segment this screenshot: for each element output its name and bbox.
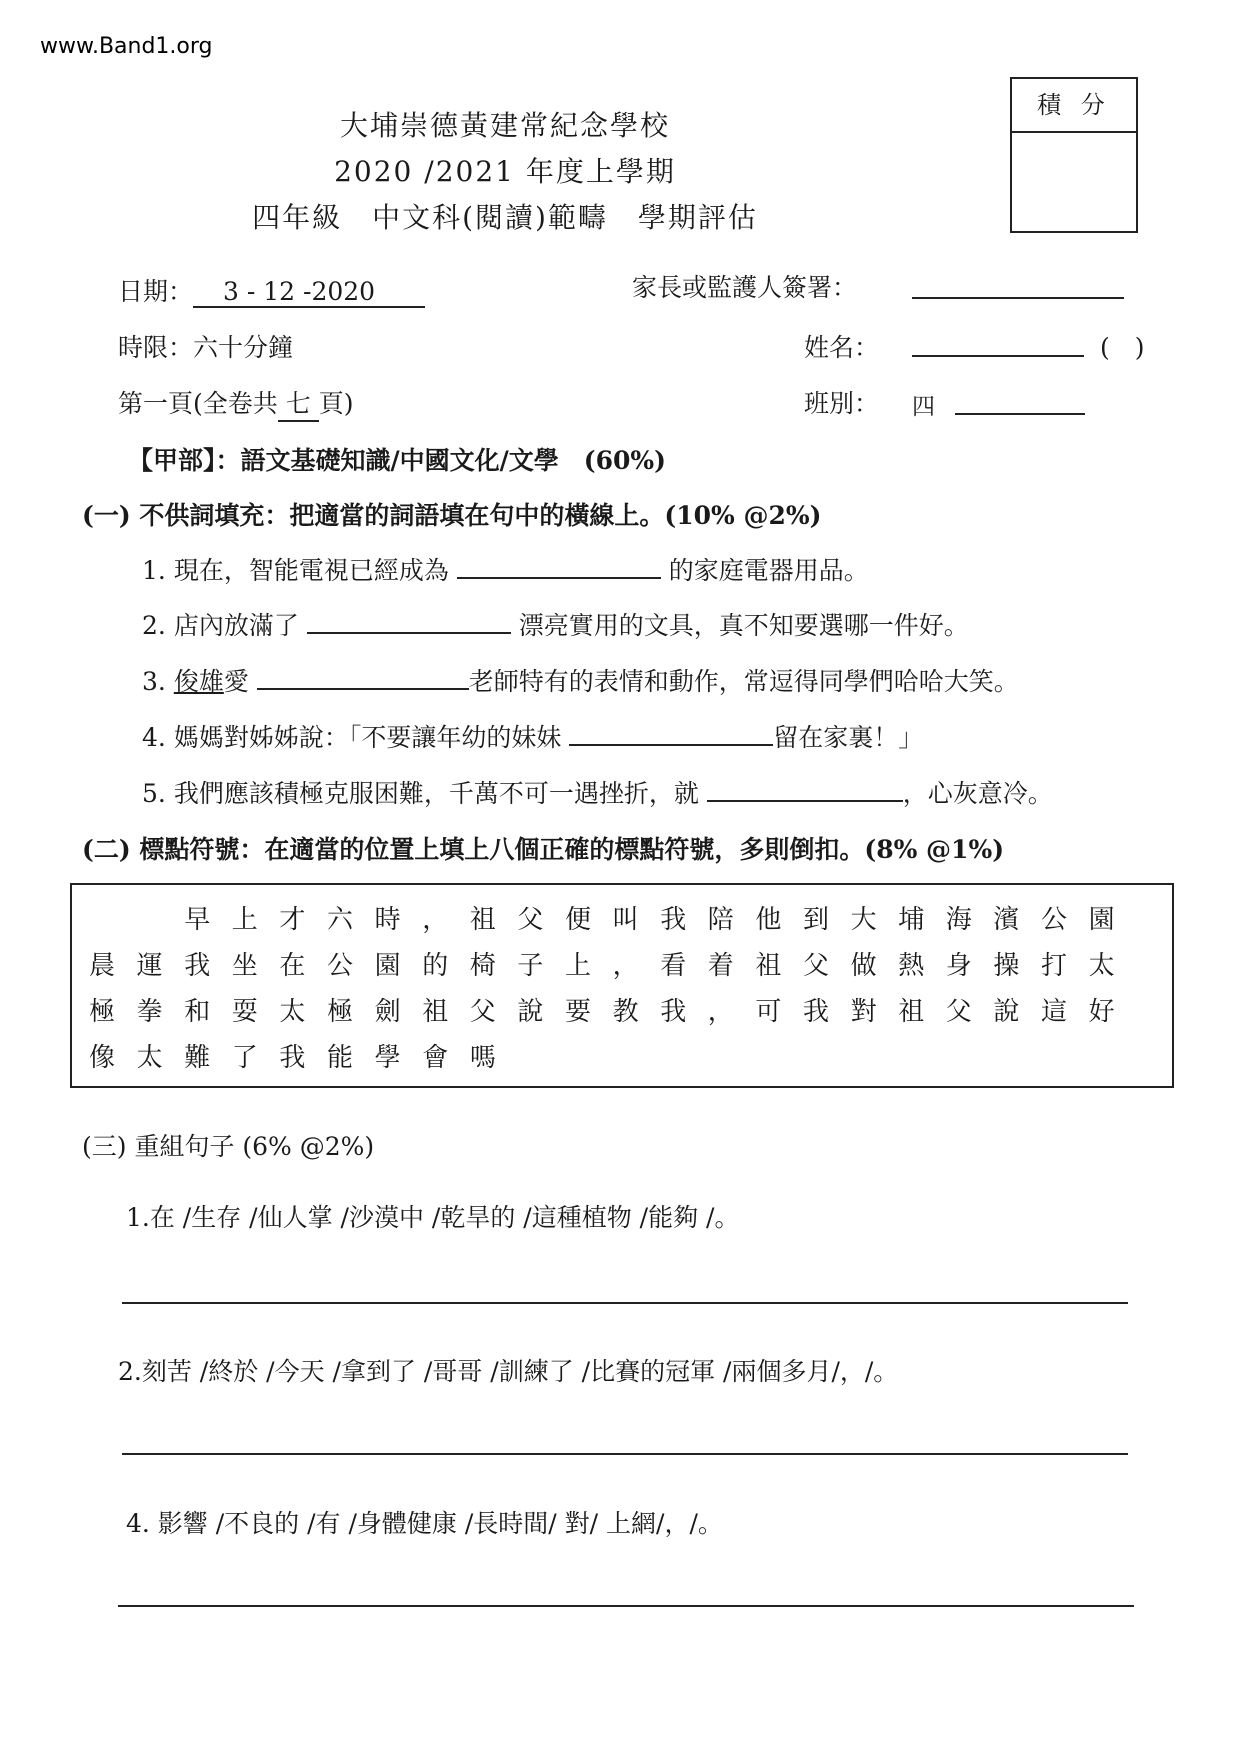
fill-blank-4[interactable]: [569, 743, 773, 746]
answer-line-2[interactable]: [122, 1453, 1128, 1455]
underlined-name: 俊雄: [173, 667, 224, 696]
section3-title: (三) 重組句子 (6% @2%): [82, 1132, 375, 1161]
class-number-paren: ( ): [1100, 333, 1145, 362]
date-row: [118, 272, 425, 308]
reorder-item-2: 2.刻苦 /終於 /今天 /拿到了 /哥哥 /訓練了 /比賽的冠軍 /兩個多月/，/。: [118, 1357, 899, 1386]
fill-item-2: 2. 店內放滿了 漂亮實用的文具，真不知要選哪一件好。: [142, 611, 969, 640]
section1-title: (一) 不供詞填充：把適當的詞語填在句中的橫線上。(10% @2%): [82, 501, 822, 530]
passage-text[interactable]: 早上才六時，祖父便叫我陪他到大埔海濱公園晨運我坐在公園的椅子上，看着祖父做熱身操打太極拳和耍太極劍祖父說要教我，可我對祖父說這好像太難了我能學會嗎: [89, 905, 1137, 1073]
watermark-url[interactable]: www.Band1.org: [40, 34, 213, 59]
fill-blank-2[interactable]: [307, 631, 511, 634]
page-info: 第一頁(全卷共 七 頁): [118, 384, 354, 422]
section2-title: (二) 標點符號：在適當的位置上填上八個正確的標點符號，多則倒扣。(8% @1%): [82, 835, 1005, 864]
answer-line-4[interactable]: [118, 1605, 1134, 1607]
score-box: [1010, 77, 1138, 233]
reorder-item-4: 4. 影響 /不良的 /有 /身體健康 /長時間/ 對/ 上網/，/。: [126, 1509, 723, 1538]
fill-item-5: 5. 我們應該積極克服困難，千萬不可一遇挫折，就 ，心灰意冷。: [142, 779, 1053, 808]
date-label: 日期：: [118, 277, 194, 306]
name-line[interactable]: [912, 355, 1084, 357]
fill-blank-5[interactable]: [707, 799, 903, 802]
class-label: 班別：: [804, 389, 880, 418]
school-name: 大埔崇德黃建常紀念學校: [339, 109, 670, 142]
reorder-item-1: 1.在 /生存 /仙人掌 /沙漠中 /乾旱的 /這種植物 /能夠 /。: [126, 1203, 740, 1232]
part-a-title: 【甲部】：語文基礎知識/中國文化/文學 (60%): [128, 446, 666, 475]
parent-signature-line[interactable]: [912, 297, 1124, 299]
fill-item-4: 4. 媽媽對姊姊說：「不要讓年幼的妹妹 留在家裏！」: [142, 723, 924, 752]
school-year: 2020 /2021 年度上學期: [334, 155, 676, 188]
exam-title: 四年級 中文科(閱讀)範疇 學期評估: [252, 201, 758, 234]
punctuation-passage-box: [70, 883, 1174, 1088]
fill-item-3: 3. 俊雄愛 老師特有的表情和動作，常逗得同學們哈哈大笑。: [142, 667, 1019, 696]
fill-blank-1[interactable]: [457, 576, 661, 579]
class-value: 四: [912, 394, 935, 420]
parent-signature-label: 家長或監護人簽署：: [632, 273, 858, 302]
date-value: 3 - 12 -2020: [193, 277, 425, 308]
name-label: 姓名：: [804, 333, 880, 362]
fill-blank-3[interactable]: [257, 687, 469, 690]
fill-item-1: 1. 現在，智能電視已經成為 的家庭電器用品。: [142, 556, 869, 585]
page-total: 七: [278, 384, 319, 422]
class-line[interactable]: [955, 413, 1085, 415]
time-limit: 時限：六十分鐘: [118, 333, 294, 362]
answer-line-1[interactable]: [122, 1302, 1128, 1304]
score-label: 積 分: [1012, 79, 1136, 133]
